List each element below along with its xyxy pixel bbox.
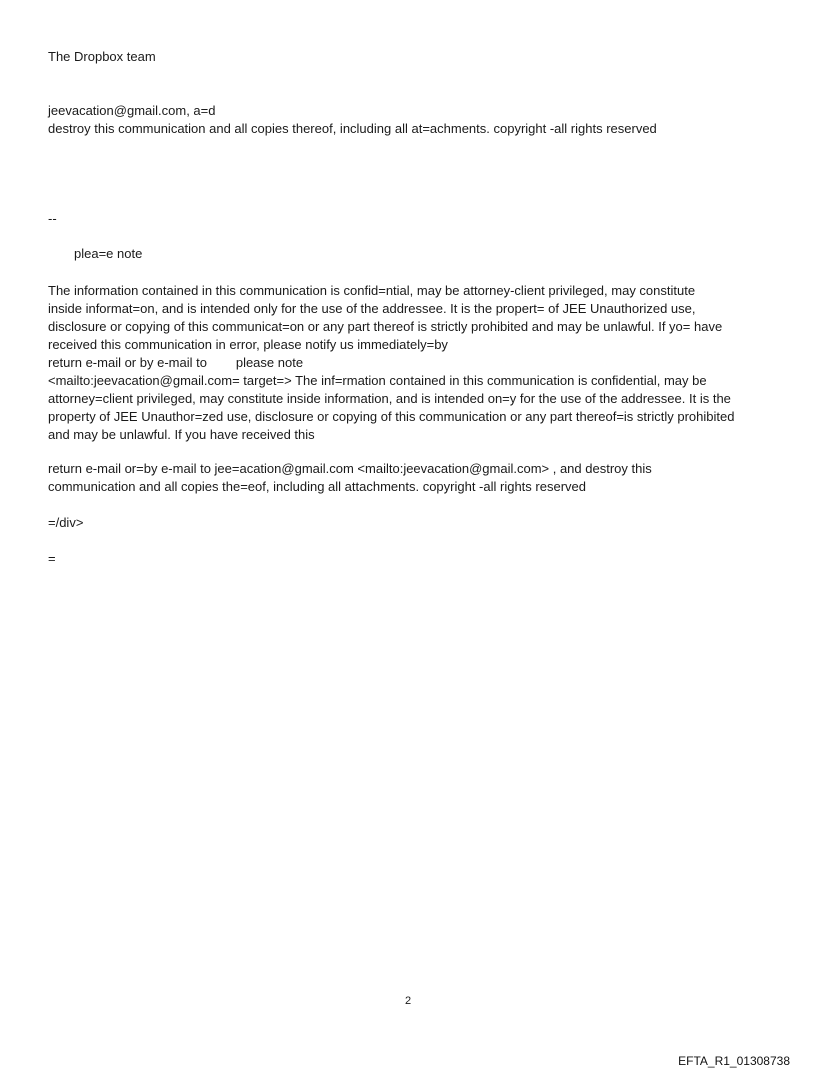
text-line: <mailto:jeevacation@gmail.com= target=> The inf=rmation contained in this communication is confidential, may be — [48, 373, 707, 388]
separator-dashes: -- — [48, 211, 57, 226]
text-line: inside informat=on, and is intended only for the use of the addressee. It is the propert= of JEE Unauthorized use, — [48, 301, 696, 316]
text-line: and may be unlawful. If you have received this — [48, 427, 315, 442]
please-note-line: plea=e note — [74, 246, 143, 261]
text-line: disclosure or copying of this communicat=on or any part thereof is strictly prohibited and may be unlawful. If yo= have — [48, 319, 723, 334]
bates-number: EFTA_R1_01308738 — [678, 1054, 790, 1068]
closing-paragraph — [48, 460, 770, 496]
text-line: received this communication in error, please notify us immediately=by — [48, 337, 448, 352]
disclaimer-paragraph — [48, 282, 770, 444]
signoff-line: The Dropbox team — [48, 49, 156, 64]
address-paragraph — [48, 102, 770, 138]
text-line: return e-mail or=by e-mail to jee=acation@gmail.com <mailto:jeevacation@gmail.com> , and destroy this — [48, 461, 652, 476]
text-line: jeevacation@gmail.com, a=d — [48, 103, 216, 118]
div-close-line: =/div> — [48, 515, 84, 530]
text-line: attorney=client privileged, may constitute inside information, and is intended on=y for the use of the addressee. It is the — [48, 391, 731, 406]
text-line: property of JEE Unauthor=zed use, disclosure or copying of this communication or any part thereof=is strictly prohibited — [48, 409, 735, 424]
text-line: communication and all copies the=eof, including all attachments. copyright -all rights reserved — [48, 479, 586, 494]
text-line: destroy this communication and all copies thereof, including all at=achments. copyright -all rights reserved — [48, 121, 657, 136]
page-number: 2 — [404, 995, 412, 1007]
text-line: return e-mail or by e-mail to please note — [48, 355, 304, 370]
text-line: The information contained in this communication is confid=ntial, may be attorney-client privileged, may constitute — [48, 283, 696, 298]
equals-line: = — [48, 551, 56, 566]
